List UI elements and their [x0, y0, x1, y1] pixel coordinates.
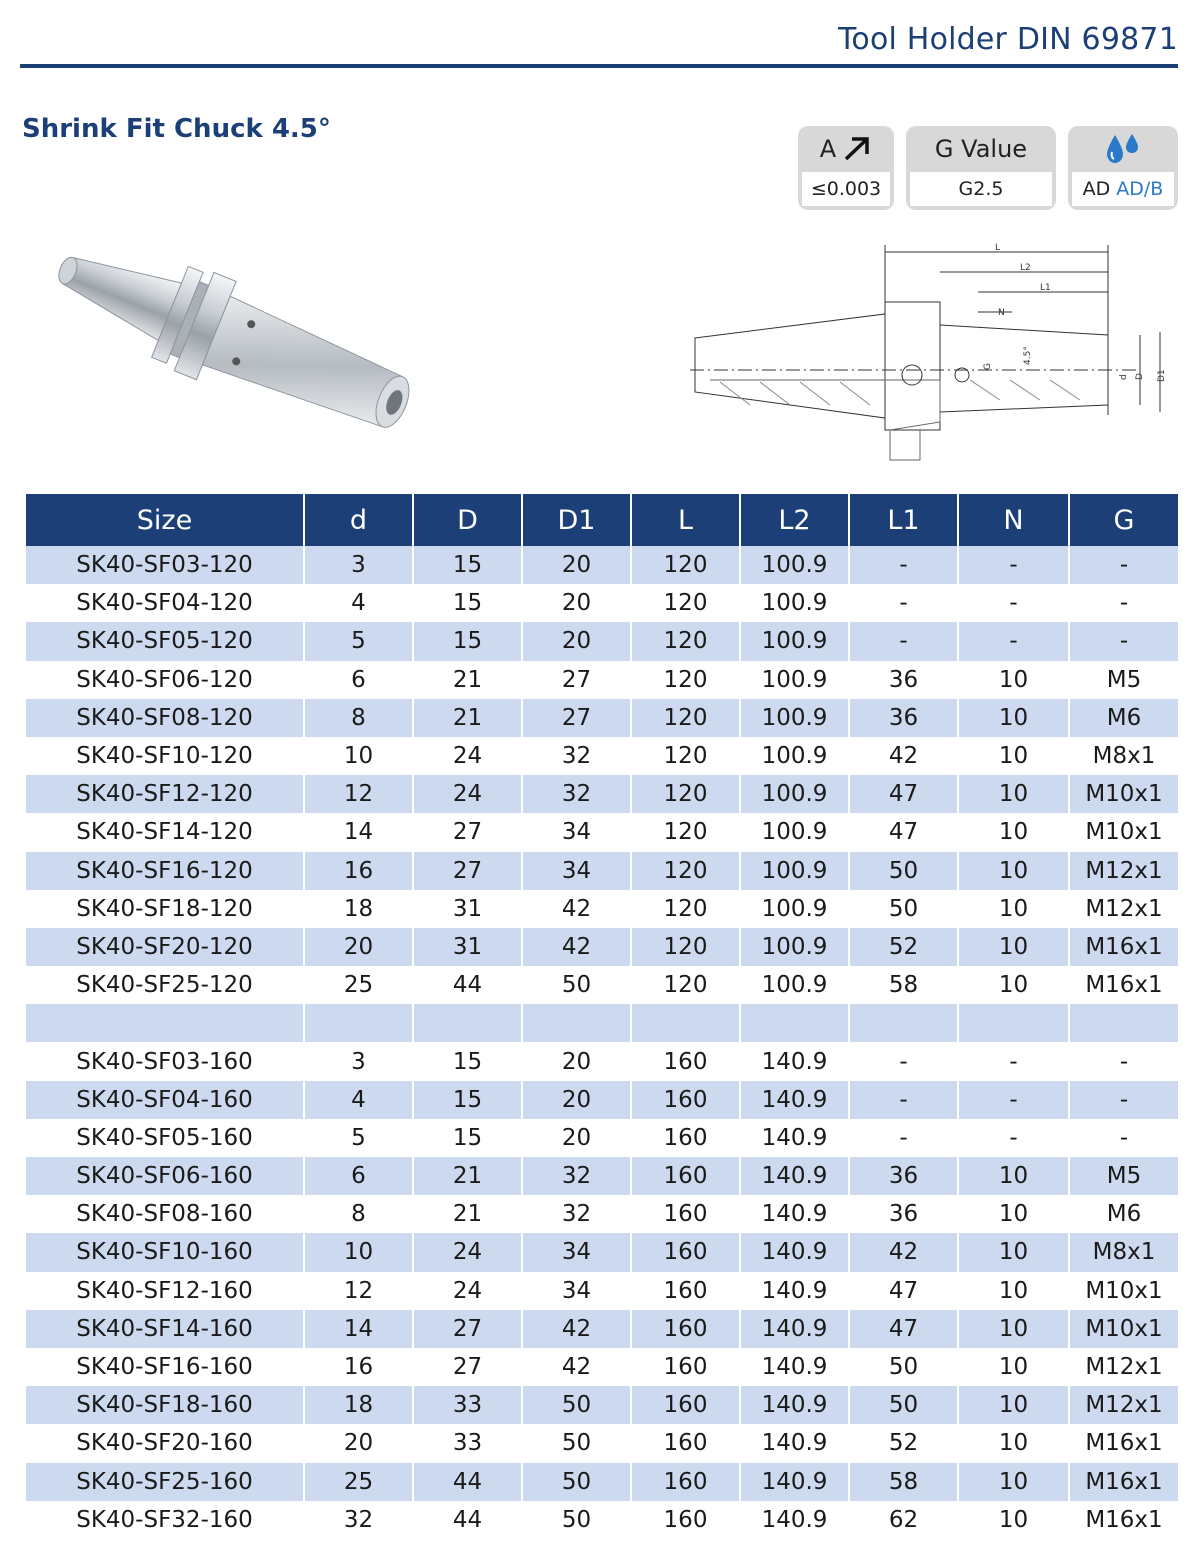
table-cell: 140.9	[740, 1119, 849, 1157]
table-cell: 10	[958, 852, 1069, 890]
table-cell: 34	[522, 813, 631, 851]
table-cell: 15	[413, 1042, 522, 1080]
table-cell: SK40-SF25-160	[26, 1463, 304, 1501]
table-cell: 32	[522, 737, 631, 775]
table-cell: SK40-SF12-120	[26, 775, 304, 813]
table-cell: 10	[304, 1233, 413, 1271]
table-cell: 4	[304, 1081, 413, 1119]
table-cell: 24	[413, 1272, 522, 1310]
table-cell: M6	[1069, 699, 1178, 737]
table-cell: 6	[304, 1157, 413, 1195]
technical-drawing	[690, 240, 1180, 470]
table-cell: 27	[413, 852, 522, 890]
table-cell: 36	[849, 661, 958, 699]
table-cell: 21	[413, 661, 522, 699]
table-cell: SK40-SF14-120	[26, 813, 304, 851]
table-cell: 140.9	[740, 1157, 849, 1195]
table-cell: 160	[631, 1501, 740, 1539]
table-cell: 140.9	[740, 1233, 849, 1271]
dim-L2-label: L2	[1020, 263, 1031, 273]
table-cell: M16x1	[1069, 1424, 1178, 1462]
table-cell: 120	[631, 584, 740, 622]
table-cell: -	[958, 1042, 1069, 1080]
table-cell: SK40-SF06-120	[26, 661, 304, 699]
table-cell: 12	[304, 1272, 413, 1310]
table-cell: 36	[849, 699, 958, 737]
column-header: D	[413, 494, 522, 546]
table-row	[26, 1501, 1178, 1539]
dim-angle-label: 4.5°	[1023, 346, 1033, 365]
table-cell: SK40-SF04-160	[26, 1081, 304, 1119]
table-cell: 10	[958, 1463, 1069, 1501]
table-cell: 160	[631, 1081, 740, 1119]
table-cell: 160	[631, 1272, 740, 1310]
table-cell: 10	[304, 737, 413, 775]
table-cell: 10	[958, 890, 1069, 928]
table-cell: M10x1	[1069, 813, 1178, 851]
table-cell: 44	[413, 966, 522, 1004]
table-row	[26, 775, 1178, 813]
table-body	[26, 546, 1178, 1539]
table-cell: SK40-SF08-160	[26, 1195, 304, 1233]
table-cell: M16x1	[1069, 966, 1178, 1004]
table-cell: -	[958, 584, 1069, 622]
table-cell: 42	[522, 1310, 631, 1348]
table-cell: -	[958, 1119, 1069, 1157]
table-cell: 140.9	[740, 1348, 849, 1386]
column-header: L2	[740, 494, 849, 546]
table-cell: 120	[631, 699, 740, 737]
table-cell: 50	[522, 1501, 631, 1539]
table-cell: SK40-SF06-160	[26, 1157, 304, 1195]
column-header: L	[631, 494, 740, 546]
table-cell: 16	[304, 852, 413, 890]
dim-G-label: G	[983, 363, 993, 370]
coolant-drops-icon	[1103, 132, 1143, 166]
table-cell: 20	[304, 928, 413, 966]
balance-label: G Value	[934, 135, 1028, 163]
table-cell: 50	[849, 1348, 958, 1386]
table-cell: 47	[849, 1310, 958, 1348]
table-cell: 120	[631, 661, 740, 699]
table-cell: 20	[522, 546, 631, 584]
table-cell: SK40-SF10-160	[26, 1233, 304, 1271]
table-cell: 5	[304, 1119, 413, 1157]
table-cell: 140.9	[740, 1081, 849, 1119]
table-cell: 140.9	[740, 1310, 849, 1348]
table-cell: M10x1	[1069, 1272, 1178, 1310]
table-cell: 20	[522, 1042, 631, 1080]
table-cell: 16	[304, 1348, 413, 1386]
table-cell: M10x1	[1069, 1310, 1178, 1348]
table-cell	[1069, 1004, 1178, 1042]
table-cell: -	[958, 1081, 1069, 1119]
product-title: Shrink Fit Chuck 4.5°	[22, 114, 331, 144]
table-cell: -	[849, 622, 958, 660]
dim-N-label: N	[998, 308, 1005, 318]
table-cell: 32	[522, 1157, 631, 1195]
table-cell: SK40-SF03-160	[26, 1042, 304, 1080]
table-cell: -	[1069, 622, 1178, 660]
table-cell: 42	[522, 1348, 631, 1386]
table-cell: 25	[304, 966, 413, 1004]
table-cell: 8	[304, 1195, 413, 1233]
table-cell: 33	[413, 1424, 522, 1462]
table-cell: 27	[413, 1310, 522, 1348]
table-cell: M6	[1069, 1195, 1178, 1233]
table-cell: 3	[304, 1042, 413, 1080]
table-cell: 140.9	[740, 1424, 849, 1462]
table-cell: 10	[958, 928, 1069, 966]
dim-D1-label: D1	[1157, 369, 1167, 382]
table-cell: 24	[413, 775, 522, 813]
table-cell: 10	[958, 1233, 1069, 1271]
table-cell: 32	[522, 1195, 631, 1233]
table-spacer-row	[26, 1004, 1178, 1042]
table-cell: 10	[958, 1272, 1069, 1310]
table-cell: -	[849, 1081, 958, 1119]
table-cell: -	[849, 1042, 958, 1080]
table-cell: M12x1	[1069, 890, 1178, 928]
table-cell: 100.9	[740, 699, 849, 737]
table-cell: 10	[958, 1157, 1069, 1195]
table-row	[26, 622, 1178, 660]
table-cell: 10	[958, 813, 1069, 851]
table-cell: 52	[849, 928, 958, 966]
table-cell: M16x1	[1069, 1501, 1178, 1539]
table-cell: -	[958, 546, 1069, 584]
table-cell: 120	[631, 966, 740, 1004]
table-cell: 10	[958, 1501, 1069, 1539]
table-cell: 100.9	[740, 622, 849, 660]
table-row	[26, 699, 1178, 737]
table-cell: 42	[522, 928, 631, 966]
table-cell: 44	[413, 1501, 522, 1539]
table-cell: 140.9	[740, 1501, 849, 1539]
table-cell: 100.9	[740, 775, 849, 813]
table-row	[26, 1042, 1178, 1080]
table-cell: 160	[631, 1310, 740, 1348]
table-cell: SK40-SF16-120	[26, 852, 304, 890]
table-row	[26, 584, 1178, 622]
table-cell: 21	[413, 1195, 522, 1233]
table-cell: SK40-SF25-120	[26, 966, 304, 1004]
table-cell: 15	[413, 584, 522, 622]
table-cell: SK40-SF10-120	[26, 737, 304, 775]
table-cell: 120	[631, 546, 740, 584]
table-cell: 27	[413, 1348, 522, 1386]
table-cell: 100.9	[740, 890, 849, 928]
table-row	[26, 1157, 1178, 1195]
table-cell: 10	[958, 1386, 1069, 1424]
table-cell: 47	[849, 813, 958, 851]
table-cell: 20	[304, 1424, 413, 1462]
table-cell: 44	[413, 1463, 522, 1501]
table-cell: 140.9	[740, 1195, 849, 1233]
table-cell: M16x1	[1069, 928, 1178, 966]
dim-L-label: L	[995, 243, 1001, 253]
table-cell: 50	[522, 966, 631, 1004]
table-cell: 100.9	[740, 737, 849, 775]
table-cell: 160	[631, 1233, 740, 1271]
table-cell: -	[849, 584, 958, 622]
table-cell	[304, 1004, 413, 1042]
table-cell: 3	[304, 546, 413, 584]
coolant-value-plain: AD	[1082, 178, 1111, 200]
table-cell	[740, 1004, 849, 1042]
table-cell: 50	[522, 1463, 631, 1501]
page-header	[20, 20, 1178, 68]
table-cell: -	[1069, 1081, 1178, 1119]
table-cell: 27	[522, 699, 631, 737]
table-cell: 47	[849, 1272, 958, 1310]
table-cell: 21	[413, 699, 522, 737]
table-row	[26, 966, 1178, 1004]
accuracy-value: ≤0.003	[810, 178, 882, 200]
table-cell: 50	[849, 1386, 958, 1424]
table-cell: 160	[631, 1157, 740, 1195]
table-cell: M8x1	[1069, 1233, 1178, 1271]
table-cell: -	[958, 622, 1069, 660]
table-cell: SK40-SF08-120	[26, 699, 304, 737]
table-cell	[413, 1004, 522, 1042]
table-cell: 34	[522, 1233, 631, 1271]
table-cell: 12	[304, 775, 413, 813]
table-cell: 33	[413, 1386, 522, 1424]
table-cell: 160	[631, 1119, 740, 1157]
table-cell: 20	[522, 1119, 631, 1157]
table-cell: 120	[631, 813, 740, 851]
table-cell: SK40-SF12-160	[26, 1272, 304, 1310]
table-cell: 36	[849, 1157, 958, 1195]
table-cell	[631, 1004, 740, 1042]
table-cell: 160	[631, 1042, 740, 1080]
table-cell: M12x1	[1069, 852, 1178, 890]
table-cell: M12x1	[1069, 1348, 1178, 1386]
table-cell: -	[1069, 1042, 1178, 1080]
table-row	[26, 1195, 1178, 1233]
table-cell: 14	[304, 813, 413, 851]
table-cell: 100.9	[740, 852, 849, 890]
table-cell: M5	[1069, 1157, 1178, 1195]
table-row	[26, 1424, 1178, 1462]
accuracy-label: A	[819, 135, 837, 163]
table-cell: 10	[958, 1348, 1069, 1386]
table-cell: 50	[522, 1386, 631, 1424]
table-cell: 62	[849, 1501, 958, 1539]
table-cell: 10	[958, 737, 1069, 775]
table-cell: 20	[522, 584, 631, 622]
table-cell: 120	[631, 890, 740, 928]
table-cell: 18	[304, 1386, 413, 1424]
table-cell: 31	[413, 890, 522, 928]
table-cell: SK40-SF18-160	[26, 1386, 304, 1424]
table-cell: 24	[413, 737, 522, 775]
table-cell: 34	[522, 852, 631, 890]
table-cell: 15	[413, 622, 522, 660]
dim-L1-label: L1	[1040, 283, 1051, 293]
table-cell: 15	[413, 546, 522, 584]
table-cell: 100.9	[740, 584, 849, 622]
table-cell: 14	[304, 1310, 413, 1348]
accuracy-box	[798, 126, 894, 210]
table-cell: 21	[413, 1157, 522, 1195]
table-cell: 27	[522, 661, 631, 699]
table-cell: 140.9	[740, 1463, 849, 1501]
table-cell: 120	[631, 775, 740, 813]
table-cell: SK40-SF18-120	[26, 890, 304, 928]
table-cell: 160	[631, 1463, 740, 1501]
table-row	[26, 1310, 1178, 1348]
table-cell: 5	[304, 622, 413, 660]
table-cell: 31	[413, 928, 522, 966]
table-cell: 10	[958, 1310, 1069, 1348]
balance-box	[906, 126, 1056, 210]
table-row	[26, 1386, 1178, 1424]
table-cell: 120	[631, 737, 740, 775]
table-cell: 42	[849, 737, 958, 775]
table-cell: 50	[522, 1424, 631, 1462]
table-cell: 42	[849, 1233, 958, 1271]
table-cell: 20	[522, 1081, 631, 1119]
table-row	[26, 890, 1178, 928]
table-cell: -	[849, 1119, 958, 1157]
table-cell: 25	[304, 1463, 413, 1501]
table-cell: 160	[631, 1424, 740, 1462]
table-cell: 36	[849, 1195, 958, 1233]
table-cell: SK40-SF14-160	[26, 1310, 304, 1348]
table-cell	[26, 1004, 304, 1042]
table-cell: 100.9	[740, 813, 849, 851]
table-cell: 58	[849, 1463, 958, 1501]
table-cell: 6	[304, 661, 413, 699]
table-row	[26, 1348, 1178, 1386]
table-cell: 47	[849, 775, 958, 813]
table-cell: 27	[413, 813, 522, 851]
table-cell: SK40-SF03-120	[26, 546, 304, 584]
table-cell: 10	[958, 1424, 1069, 1462]
table-cell: 52	[849, 1424, 958, 1462]
table-row	[26, 1463, 1178, 1501]
table-row	[26, 1272, 1178, 1310]
table-cell: 34	[522, 1272, 631, 1310]
table-cell: 10	[958, 699, 1069, 737]
table-cell: 10	[958, 966, 1069, 1004]
table-cell: 140.9	[740, 1386, 849, 1424]
table-cell: M10x1	[1069, 775, 1178, 813]
column-header: D1	[522, 494, 631, 546]
table-row	[26, 737, 1178, 775]
page-title: Tool Holder DIN 69871	[838, 22, 1178, 57]
table-cell: 42	[522, 890, 631, 928]
table-cell: 100.9	[740, 928, 849, 966]
column-header: N	[958, 494, 1069, 546]
table-row	[26, 1233, 1178, 1271]
coolant-value-blue: AD/B	[1116, 178, 1164, 200]
table-cell: 10	[958, 775, 1069, 813]
table-cell: -	[1069, 1119, 1178, 1157]
column-header: Size	[26, 494, 304, 546]
product-photo	[40, 222, 430, 484]
table-cell	[522, 1004, 631, 1042]
table-cell: -	[1069, 584, 1178, 622]
table-row	[26, 928, 1178, 966]
table-cell: 58	[849, 966, 958, 1004]
table-cell: 18	[304, 890, 413, 928]
table-cell: 15	[413, 1081, 522, 1119]
dim-D-label: D	[1135, 373, 1145, 380]
spec-table	[26, 494, 1178, 1539]
table-header-row	[26, 494, 1178, 546]
table-cell	[958, 1004, 1069, 1042]
column-header: L1	[849, 494, 958, 546]
table-cell: 50	[849, 852, 958, 890]
table-cell: 100.9	[740, 546, 849, 584]
table-cell: -	[849, 546, 958, 584]
table-cell: 120	[631, 852, 740, 890]
table-cell: SK40-SF20-120	[26, 928, 304, 966]
table-cell: 160	[631, 1195, 740, 1233]
table-cell	[849, 1004, 958, 1042]
table-row	[26, 813, 1178, 851]
table-cell: -	[1069, 546, 1178, 584]
table-row	[26, 1119, 1178, 1157]
table-cell: 24	[413, 1233, 522, 1271]
table-cell: 10	[958, 1195, 1069, 1233]
dim-d-label: d	[1119, 374, 1129, 380]
table-cell: 15	[413, 1119, 522, 1157]
table-cell: 50	[849, 890, 958, 928]
table-row	[26, 546, 1178, 584]
coolant-box	[1068, 126, 1178, 210]
table-cell: SK40-SF05-120	[26, 622, 304, 660]
table-cell: 160	[631, 1386, 740, 1424]
table-cell: SK40-SF20-160	[26, 1424, 304, 1462]
table-cell: M16x1	[1069, 1463, 1178, 1501]
table-cell: 120	[631, 928, 740, 966]
table-cell: M12x1	[1069, 1386, 1178, 1424]
table-cell: SK40-SF04-120	[26, 584, 304, 622]
table-cell: 100.9	[740, 661, 849, 699]
table-cell: 140.9	[740, 1042, 849, 1080]
table-cell: 4	[304, 584, 413, 622]
table-cell: 160	[631, 1348, 740, 1386]
table-cell: SK40-SF32-160	[26, 1501, 304, 1539]
table-cell: 100.9	[740, 966, 849, 1004]
table-cell: M8x1	[1069, 737, 1178, 775]
table-row	[26, 852, 1178, 890]
table-cell: 8	[304, 699, 413, 737]
table-cell: 32	[304, 1501, 413, 1539]
table-cell: 32	[522, 775, 631, 813]
table-cell: M5	[1069, 661, 1178, 699]
table-cell: 20	[522, 622, 631, 660]
balance-value: G2.5	[958, 178, 1004, 200]
table-cell: 10	[958, 661, 1069, 699]
table-cell: SK40-SF05-160	[26, 1119, 304, 1157]
column-header: d	[304, 494, 413, 546]
table-row	[26, 661, 1178, 699]
spec-boxes	[798, 126, 1178, 210]
table-cell: 140.9	[740, 1272, 849, 1310]
table-row	[26, 1081, 1178, 1119]
table-cell: 120	[631, 622, 740, 660]
arrow-up-right-icon	[842, 135, 872, 163]
table-cell: SK40-SF16-160	[26, 1348, 304, 1386]
column-header: G	[1069, 494, 1178, 546]
